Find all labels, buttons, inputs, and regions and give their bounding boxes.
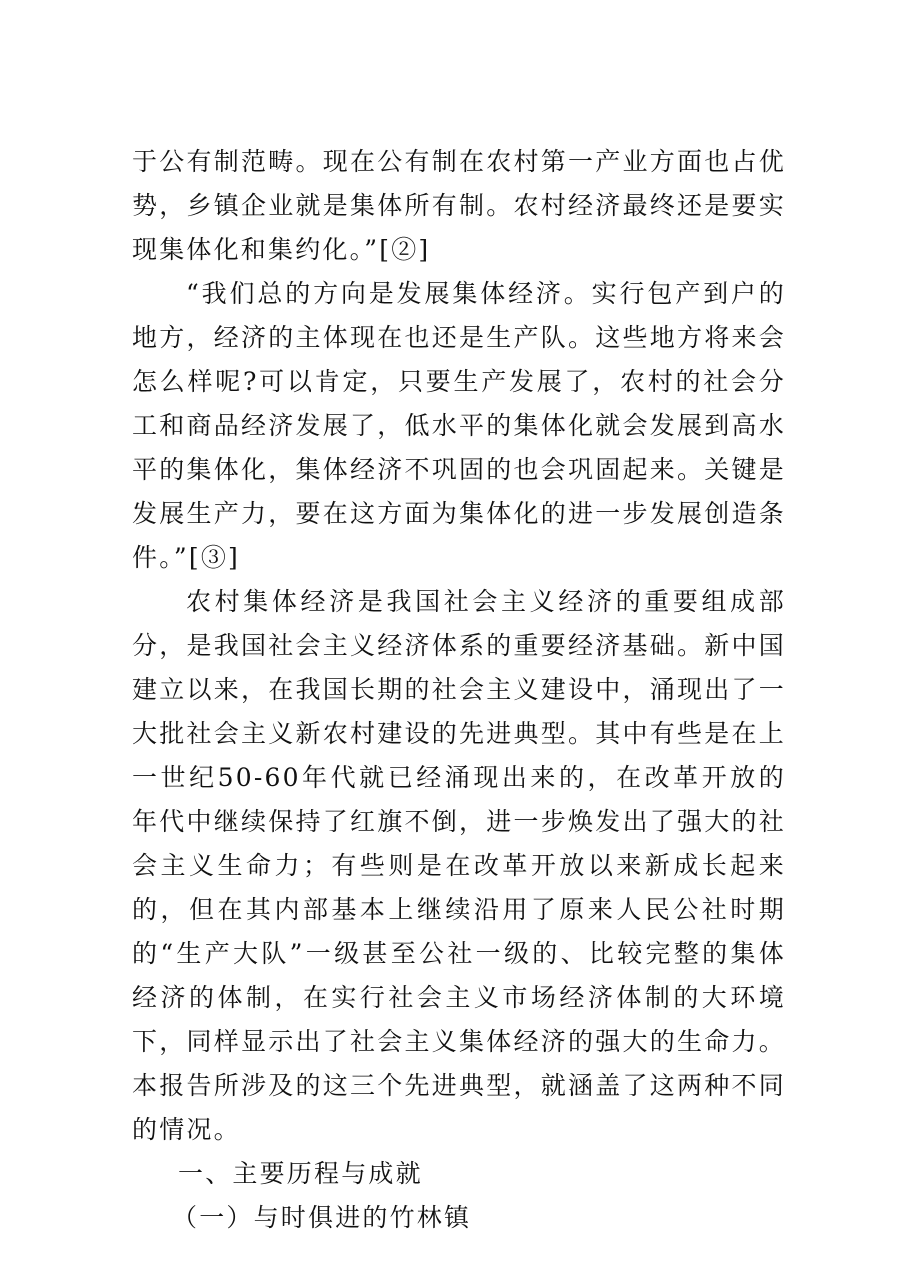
section-heading: 一、主要历程与成就 (178, 1159, 423, 1188)
paragraph-collective-economy: 农村集体经济是我国社会主义经济的重要组成部分，是我国社会主义经济体系的重要经济基础。新中国建立以来，在我国长期的社会主义建设中，涌现出了一大批社会主义新农村建设的先进典型。其中有些是在上一世纪50-60年代就已经涌现出来的，在改革开放的年代中继续保持了红旗不倒，进一步焕发出了强大的社会主义生命力；有些则是在改革开放以来新成长起来的，但在其内部基本上继续沿用了原来人民公社时期的“生产大队”一级甚至公社一级的、比较完整的集体经济的体制，在实行社会主义市场经济体制的大环境下，同样显示出了社会主义集体经济的强大的生命力。本报告所涉及的这三个先进典型，就涵盖了这两种不同的情况。 (132, 587, 786, 1144)
paragraph-continuation: 于公有制范畴。现在公有制在农村第一产业方面也占优势，乡镇企业就是集体所有制。农村经济最终还是要实现集体化和集约化。”[②] (132, 147, 786, 264)
paragraph-quote: “我们总的方向是发展集体经济。实行包产到户的地方，经济的主体现在也还是生产队。这些地方将来会怎么样呢?可以肯定，只要生产发展了，农村的社会分工和商品经济发展了，低水平的集体化就会发展到高水平的集体化，集体经济不巩固的也会巩固起来。关键是发展生产力，要在这方面为集体化的进一步发展创造条件。”[③] (132, 279, 786, 572)
subsection-heading: （一）与时俱进的竹林镇 (172, 1203, 472, 1232)
document-body (132, 140, 786, 1240)
